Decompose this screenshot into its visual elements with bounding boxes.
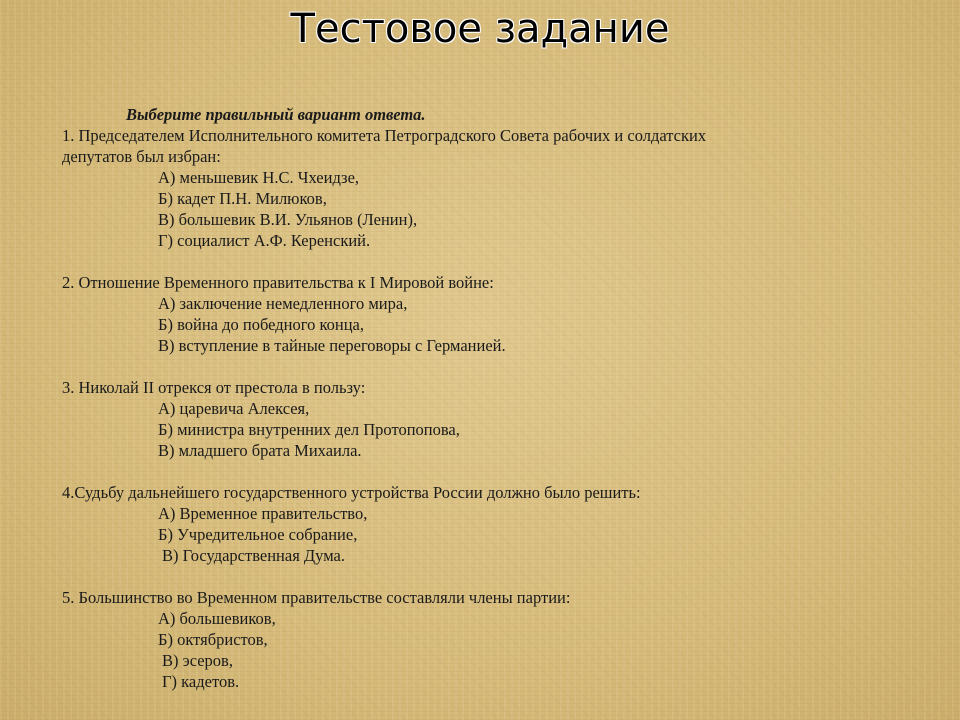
answer-option: В) эсеров, bbox=[162, 651, 233, 670]
answer-option: В) большевик В.И. Ульянов (Ленин), bbox=[158, 210, 418, 229]
slide-title: Тестовое задание bbox=[290, 6, 670, 52]
instruction-text: Выберите правильный вариант ответа. bbox=[126, 105, 426, 124]
question-3 bbox=[62, 377, 942, 461]
test-content bbox=[62, 104, 942, 692]
answer-option: Б) Учредительное собрание, bbox=[158, 525, 358, 544]
question-text-continued: депутатов был избран: bbox=[62, 147, 221, 166]
question-text: 4.Судьбу дальнейшего государственного устройства России должно было решить: bbox=[62, 483, 641, 502]
answer-option: В) Государственная Дума. bbox=[162, 546, 345, 565]
question-text: 5. Большинство во Временном правительстве составляли члены партии: bbox=[62, 588, 571, 607]
answer-option: В) вступление в тайные переговоры с Германией. bbox=[158, 336, 506, 355]
answer-option: Г) кадетов. bbox=[162, 672, 240, 691]
answer-option: В) младшего брата Михаила. bbox=[158, 441, 362, 460]
answer-option: А) заключение немедленного мира, bbox=[158, 294, 408, 313]
question-4 bbox=[62, 482, 942, 566]
answer-option: Г) социалист А.Ф. Керенский. bbox=[158, 231, 371, 250]
answer-option: А) Временное правительство, bbox=[158, 504, 368, 523]
question-text: 2. Отношение Временного правительства к I Мировой войне: bbox=[62, 273, 494, 292]
answer-option: Б) министра внутренних дел Протопопова, bbox=[158, 420, 460, 439]
question-text: 1. Председателем Исполнительного комитета Петроградского Совета рабочих и солдатских bbox=[62, 126, 707, 145]
answer-option: Б) кадет П.Н. Милюков, bbox=[158, 189, 327, 208]
answer-option: Б) октябристов, bbox=[158, 630, 268, 649]
question-1 bbox=[62, 125, 942, 251]
question-2 bbox=[62, 272, 942, 356]
answer-option: А) большевиков, bbox=[158, 609, 276, 628]
answer-option: Б) война до победного конца, bbox=[158, 315, 365, 334]
question-5 bbox=[62, 587, 942, 692]
answer-option: А) меньшевик Н.С. Чхеидзе, bbox=[158, 168, 360, 187]
answer-option: А) царевича Алексея, bbox=[158, 399, 310, 418]
question-text: 3. Николай II отрекся от престола в пользу: bbox=[62, 378, 366, 397]
